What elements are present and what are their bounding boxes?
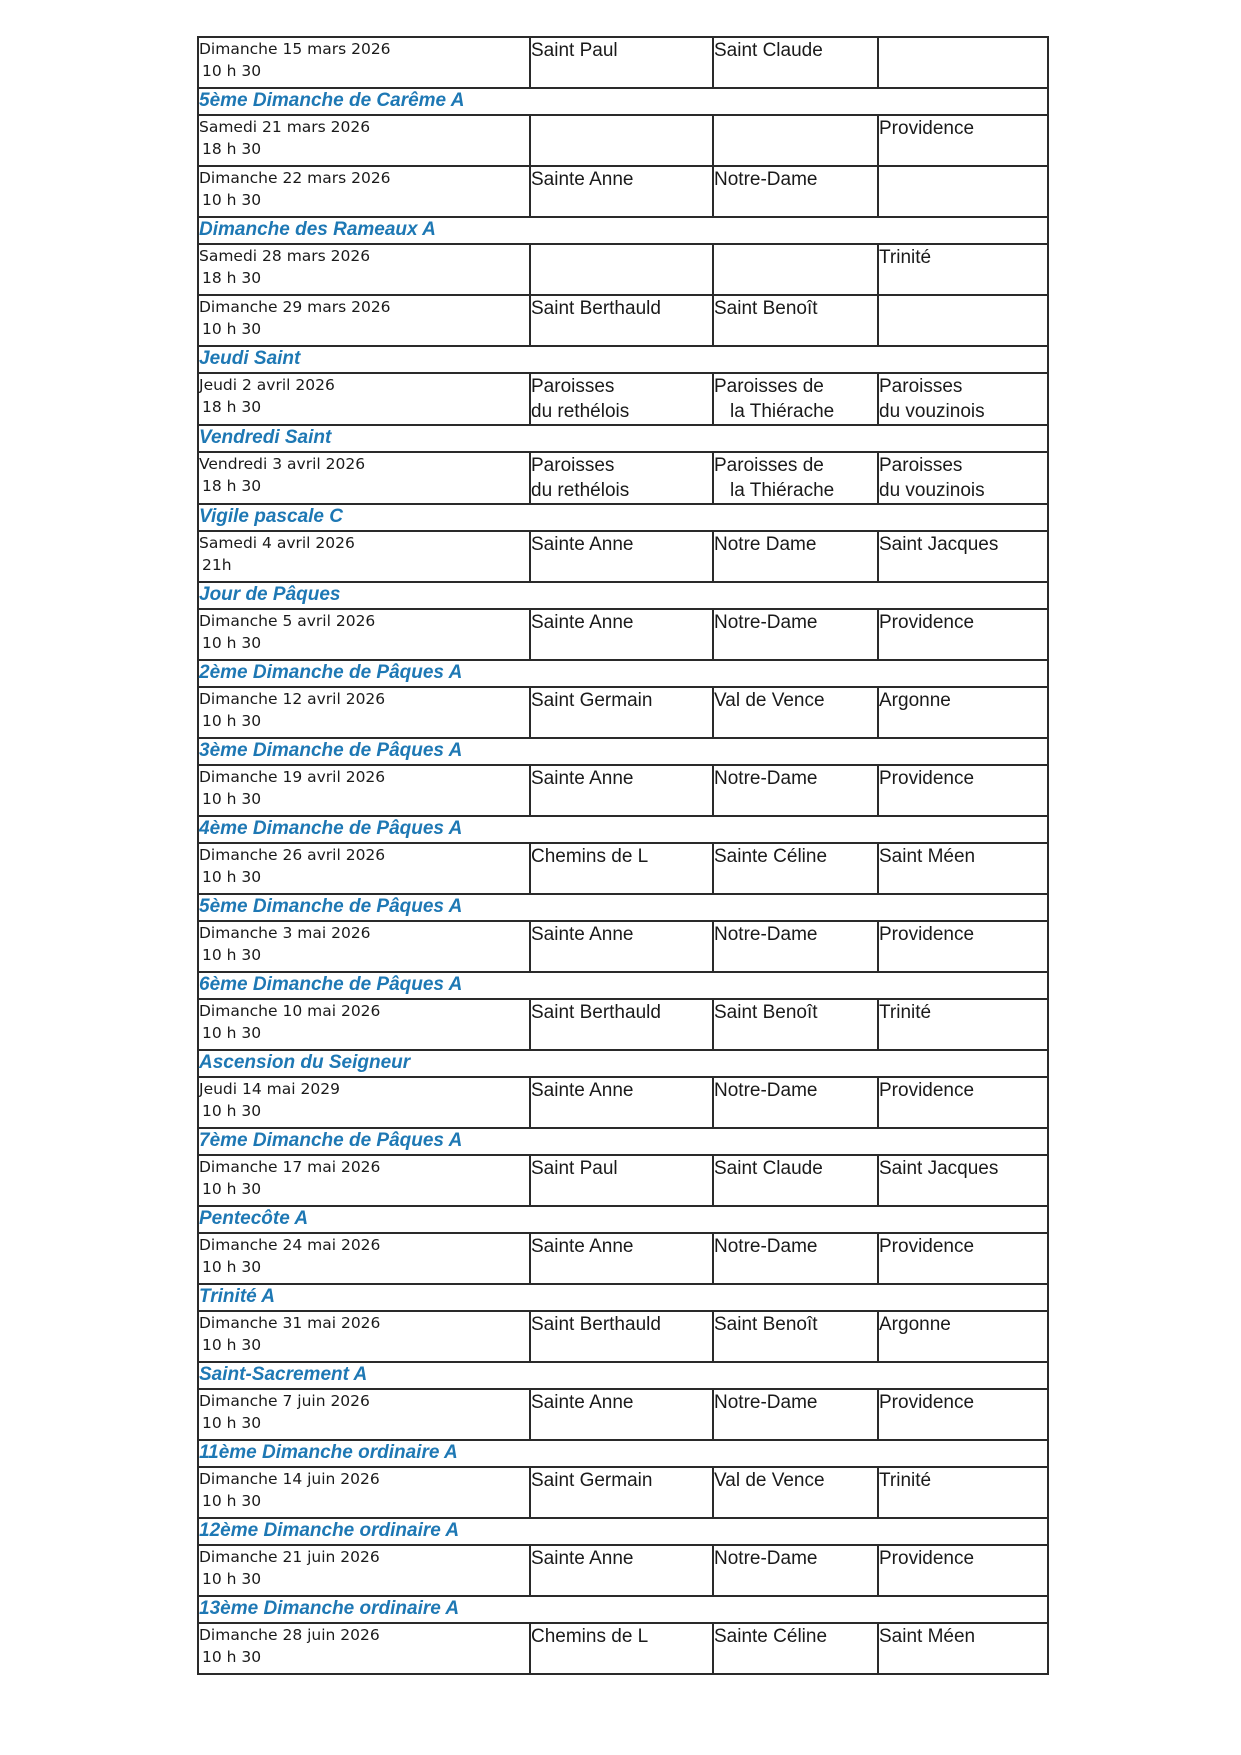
mass-entry-row (198, 1623, 1048, 1674)
date-time-cell (198, 687, 530, 738)
parish-cell-1 (530, 1389, 713, 1440)
date-time-cell (198, 1155, 530, 1206)
mass-date: Jeudi 14 mai 2029 (199, 1080, 340, 1098)
mass-entry-row (198, 1077, 1048, 1128)
celebration-heading-row (198, 1284, 1048, 1311)
parish-cell-2 (713, 244, 878, 295)
mass-entry-row (198, 609, 1048, 660)
date-time-cell (198, 1311, 530, 1362)
parish-name: Providence (879, 612, 975, 633)
celebration-title: Jeudi Saint (198, 346, 1048, 373)
mass-entry-row (198, 1233, 1048, 1284)
mass-time: 10 h 30 (202, 62, 262, 80)
mass-entry-row (198, 1311, 1048, 1362)
mass-date: Samedi 21 mars 2026 (199, 118, 371, 136)
date-time-cell (198, 1389, 530, 1440)
parish-cell-1 (530, 687, 713, 738)
date-time-cell (198, 609, 530, 660)
mass-time: 10 h 30 (202, 1180, 262, 1198)
date-time-cell (198, 452, 530, 504)
celebration-title: Vendredi Saint (198, 425, 1048, 452)
celebration-title: Pentecôte A (198, 1206, 1048, 1233)
parish-cell-2 (713, 921, 878, 972)
mass-time: 18 h 30 (202, 140, 262, 158)
mass-date: Dimanche 14 juin 2026 (199, 1470, 380, 1488)
date-time-cell (198, 295, 530, 346)
parish-cell-3 (878, 295, 1048, 346)
parish-cell-1 (530, 1311, 713, 1362)
parish-cell-2 (713, 1623, 878, 1674)
parish-name: Val de Vence (714, 1470, 825, 1491)
mass-date: Jeudi 2 avril 2026 (199, 376, 335, 394)
mass-date: Dimanche 17 mai 2026 (199, 1158, 381, 1176)
mass-entry-row (198, 115, 1048, 166)
celebration-title: Jour de Pâques (198, 582, 1048, 609)
celebration-title: 7ème Dimanche de Pâques A (198, 1128, 1048, 1155)
parish-cell-3 (878, 1311, 1048, 1362)
parish-name: Saint Berthauld (531, 1314, 661, 1335)
mass-time: 10 h 30 (202, 1024, 262, 1042)
date-time-cell (198, 373, 530, 425)
parish-name: Paroisses (879, 376, 963, 397)
parish-cell-1 (530, 295, 713, 346)
parish-name: Chemins de L (531, 1626, 649, 1647)
parish-cell-3 (878, 1233, 1048, 1284)
celebration-title: 4ème Dimanche de Pâques A (198, 816, 1048, 843)
parish-cell-3 (878, 843, 1048, 894)
parish-name: Val de Vence (714, 690, 825, 711)
parish-cell-3 (878, 166, 1048, 217)
parish-name: Trinité (879, 1470, 932, 1491)
parish-name: Providence (879, 924, 975, 945)
parish-name-line2: du vouzinois (879, 480, 985, 501)
parish-name: Saint Berthauld (531, 298, 661, 319)
mass-time: 18 h 30 (202, 269, 262, 287)
parish-cell-1 (530, 1623, 713, 1674)
mass-entry-row (198, 244, 1048, 295)
parish-name: Sainte Anne (531, 1080, 634, 1101)
mass-entry-row (198, 452, 1048, 504)
parish-cell-1 (530, 609, 713, 660)
mass-entry-row (198, 1545, 1048, 1596)
parish-cell-1 (530, 452, 713, 504)
celebration-title: 3ème Dimanche de Pâques A (198, 738, 1048, 765)
mass-date: Dimanche 12 avril 2026 (199, 690, 386, 708)
parish-name: Notre-Dame (714, 1548, 818, 1569)
celebration-title: 12ème Dimanche ordinaire A (198, 1518, 1048, 1545)
mass-entry-row (198, 166, 1048, 217)
parish-cell-3 (878, 921, 1048, 972)
mass-date: Dimanche 28 juin 2026 (199, 1626, 380, 1644)
parish-cell-2 (713, 1311, 878, 1362)
parish-cell-3 (878, 373, 1048, 425)
parish-cell-2 (713, 765, 878, 816)
parish-name: Saint Méen (879, 846, 976, 867)
parish-cell-2 (713, 452, 878, 504)
mass-entry-row (198, 1467, 1048, 1518)
celebration-title: 13ème Dimanche ordinaire A (198, 1596, 1048, 1623)
mass-date: Dimanche 21 juin 2026 (199, 1548, 380, 1566)
parish-name-line2: du rethélois (531, 480, 630, 501)
parish-name: Sainte Anne (531, 612, 634, 633)
parish-cell-2 (713, 1233, 878, 1284)
parish-name: Notre-Dame (714, 924, 818, 945)
celebration-title: 5ème Dimanche de Pâques A (198, 894, 1048, 921)
parish-name: Providence (879, 1392, 975, 1413)
mass-schedule-table (197, 36, 1049, 1675)
parish-cell-1 (530, 373, 713, 425)
parish-name: Paroisses (879, 455, 963, 476)
parish-name: Saint Berthauld (531, 1002, 661, 1023)
mass-time: 10 h 30 (202, 191, 262, 209)
mass-time: 10 h 30 (202, 1102, 262, 1120)
mass-date: Vendredi 3 avril 2026 (199, 455, 366, 473)
celebration-heading-row (198, 88, 1048, 115)
parish-cell-2 (713, 115, 878, 166)
date-time-cell (198, 37, 530, 88)
parish-cell-3 (878, 1545, 1048, 1596)
parish-name: Saint Benoît (714, 298, 818, 319)
celebration-title: 2ème Dimanche de Pâques A (198, 660, 1048, 687)
parish-cell-1 (530, 1467, 713, 1518)
parish-cell-3 (878, 1155, 1048, 1206)
mass-time: 18 h 30 (202, 477, 262, 495)
parish-name: Saint Germain (531, 1470, 653, 1491)
parish-cell-2 (713, 999, 878, 1050)
parish-name: Paroisses de (714, 376, 824, 397)
celebration-heading-row (198, 1518, 1048, 1545)
mass-date: Dimanche 10 mai 2026 (199, 1002, 381, 1020)
parish-name: Providence (879, 118, 975, 139)
celebration-heading-row (198, 1362, 1048, 1389)
parish-cell-2 (713, 609, 878, 660)
parish-cell-1 (530, 1233, 713, 1284)
parish-name: Notre-Dame (714, 1392, 818, 1413)
date-time-cell (198, 1233, 530, 1284)
parish-name: Argonne (879, 690, 951, 711)
celebration-heading-row (198, 660, 1048, 687)
celebration-heading-row (198, 1128, 1048, 1155)
celebration-heading-row (198, 738, 1048, 765)
date-time-cell (198, 244, 530, 295)
mass-time: 10 h 30 (202, 1336, 262, 1354)
parish-cell-1 (530, 999, 713, 1050)
mass-entry-row (198, 999, 1048, 1050)
parish-name: Notre-Dame (714, 1080, 818, 1101)
mass-entry-row (198, 373, 1048, 425)
parish-name: Sainte Anne (531, 1548, 634, 1569)
celebration-title: Saint-Sacrement A (198, 1362, 1048, 1389)
mass-time: 10 h 30 (202, 868, 262, 886)
mass-date: Dimanche 5 avril 2026 (199, 612, 376, 630)
parish-name: Sainte Anne (531, 534, 634, 555)
parish-name: Sainte Anne (531, 1392, 634, 1413)
parish-cell-3 (878, 1467, 1048, 1518)
parish-name: Saint Claude (714, 40, 823, 61)
parish-name: Providence (879, 1236, 975, 1257)
celebration-heading-row (198, 425, 1048, 452)
date-time-cell (198, 765, 530, 816)
date-time-cell (198, 1623, 530, 1674)
parish-cell-1 (530, 765, 713, 816)
parish-name: Saint Germain (531, 690, 653, 711)
celebration-heading-row (198, 1050, 1048, 1077)
mass-date: Dimanche 22 mars 2026 (199, 169, 391, 187)
mass-date: Dimanche 7 juin 2026 (199, 1392, 370, 1410)
mass-time: 10 h 30 (202, 712, 262, 730)
parish-name: Chemins de L (531, 846, 649, 867)
parish-name: Providence (879, 1080, 975, 1101)
mass-time: 10 h 30 (202, 320, 262, 338)
mass-date: Dimanche 24 mai 2026 (199, 1236, 381, 1254)
mass-date: Dimanche 29 mars 2026 (199, 298, 391, 316)
mass-time: 18 h 30 (202, 398, 262, 416)
parish-name: Saint Paul (531, 40, 618, 61)
celebration-heading-row (198, 217, 1048, 244)
mass-entry-row (198, 1155, 1048, 1206)
mass-date: Dimanche 26 avril 2026 (199, 846, 386, 864)
parish-cell-2 (713, 531, 878, 582)
parish-name: Sainte Céline (714, 1626, 828, 1647)
mass-date: Dimanche 31 mai 2026 (199, 1314, 381, 1332)
celebration-title: Vigile pascale C (198, 504, 1048, 531)
mass-time: 10 h 30 (202, 1492, 262, 1510)
parish-name: Trinité (879, 1002, 932, 1023)
date-time-cell (198, 999, 530, 1050)
parish-cell-1 (530, 166, 713, 217)
mass-time: 10 h 30 (202, 1414, 262, 1432)
parish-name: Saint Jacques (879, 1158, 999, 1179)
parish-cell-2 (713, 843, 878, 894)
mass-time: 10 h 30 (202, 790, 262, 808)
parish-name: Sainte Anne (531, 924, 634, 945)
parish-cell-3 (878, 244, 1048, 295)
parish-cell-1 (530, 843, 713, 894)
parish-cell-1 (530, 1155, 713, 1206)
parish-name-line2: du vouzinois (879, 401, 985, 422)
mass-time: 10 h 30 (202, 1258, 262, 1276)
parish-name: Saint Benoît (714, 1314, 818, 1335)
parish-cell-2 (713, 687, 878, 738)
parish-cell-1 (530, 1545, 713, 1596)
parish-name: Notre-Dame (714, 169, 818, 190)
celebration-heading-row (198, 1596, 1048, 1623)
parish-name: Notre Dame (714, 534, 817, 555)
mass-entry-row (198, 687, 1048, 738)
parish-cell-3 (878, 1623, 1048, 1674)
mass-time: 10 h 30 (202, 1570, 262, 1588)
parish-name: Notre-Dame (714, 1236, 818, 1257)
mass-time: 10 h 30 (202, 634, 262, 652)
parish-cell-1 (530, 244, 713, 295)
parish-name: Paroisses (531, 376, 615, 397)
mass-entry-row (198, 921, 1048, 972)
mass-entry-row (198, 765, 1048, 816)
parish-name: Argonne (879, 1314, 951, 1335)
parish-cell-2 (713, 295, 878, 346)
parish-cell-2 (713, 166, 878, 217)
mass-entry-row (198, 531, 1048, 582)
parish-name: Providence (879, 768, 975, 789)
parish-name: Saint Benoît (714, 1002, 818, 1023)
parish-name: Notre-Dame (714, 768, 818, 789)
parish-name: Saint Claude (714, 1158, 823, 1179)
celebration-heading-row (198, 816, 1048, 843)
celebration-heading-row (198, 1440, 1048, 1467)
celebration-title: 11ème Dimanche ordinaire A (198, 1440, 1048, 1467)
parish-cell-1 (530, 531, 713, 582)
parish-name: Sainte Anne (531, 169, 634, 190)
parish-cell-1 (530, 37, 713, 88)
parish-name: Providence (879, 1548, 975, 1569)
parish-cell-3 (878, 1389, 1048, 1440)
parish-name: Sainte Anne (531, 768, 634, 789)
parish-name: Saint Jacques (879, 534, 999, 555)
mass-time: 21h (202, 556, 232, 574)
mass-date: Samedi 28 mars 2026 (199, 247, 371, 265)
mass-entry-row (198, 37, 1048, 88)
mass-entry-row (198, 843, 1048, 894)
parish-cell-3 (878, 765, 1048, 816)
celebration-title: Dimanche des Rameaux A (198, 217, 1048, 244)
parish-cell-1 (530, 1077, 713, 1128)
celebration-heading-row (198, 972, 1048, 999)
celebration-heading-row (198, 504, 1048, 531)
celebration-heading-row (198, 346, 1048, 373)
date-time-cell (198, 921, 530, 972)
parish-name: Sainte Anne (531, 1236, 634, 1257)
parish-name: Saint Paul (531, 1158, 618, 1179)
celebration-heading-row (198, 894, 1048, 921)
date-time-cell (198, 166, 530, 217)
parish-name: Paroisses (531, 455, 615, 476)
parish-cell-3 (878, 452, 1048, 504)
mass-entry-row (198, 295, 1048, 346)
date-time-cell (198, 115, 530, 166)
mass-date: Dimanche 3 mai 2026 (199, 924, 371, 942)
parish-cell-3 (878, 687, 1048, 738)
date-time-cell (198, 1545, 530, 1596)
schedule-body (198, 37, 1048, 1674)
celebration-heading-row (198, 582, 1048, 609)
date-time-cell (198, 1467, 530, 1518)
parish-cell-3 (878, 1077, 1048, 1128)
parish-cell-3 (878, 531, 1048, 582)
celebration-title: 6ème Dimanche de Pâques A (198, 972, 1048, 999)
parish-cell-3 (878, 115, 1048, 166)
celebration-title: Ascension du Seigneur (198, 1050, 1048, 1077)
parish-cell-2 (713, 1077, 878, 1128)
parish-name-line2: la Thiérache (730, 401, 835, 422)
mass-date: Dimanche 15 mars 2026 (199, 40, 391, 58)
parish-cell-1 (530, 115, 713, 166)
mass-entry-row (198, 1389, 1048, 1440)
mass-time: 10 h 30 (202, 1648, 262, 1666)
parish-name: Saint Méen (879, 1626, 976, 1647)
celebration-heading-row (198, 1206, 1048, 1233)
parish-cell-3 (878, 37, 1048, 88)
parish-cell-2 (713, 1467, 878, 1518)
mass-date: Dimanche 19 avril 2026 (199, 768, 386, 786)
date-time-cell (198, 1077, 530, 1128)
parish-cell-1 (530, 921, 713, 972)
parish-cell-3 (878, 609, 1048, 660)
parish-name: Paroisses de (714, 455, 824, 476)
parish-cell-2 (713, 1155, 878, 1206)
parish-cell-3 (878, 999, 1048, 1050)
parish-name: Notre-Dame (714, 612, 818, 633)
parish-cell-2 (713, 1545, 878, 1596)
parish-cell-2 (713, 37, 878, 88)
celebration-title: 5ème Dimanche de Carême A (198, 88, 1048, 115)
parish-cell-2 (713, 373, 878, 425)
celebration-title: Trinité A (198, 1284, 1048, 1311)
date-time-cell (198, 843, 530, 894)
mass-date: Samedi 4 avril 2026 (199, 534, 355, 552)
parish-name-line2: du rethélois (531, 401, 630, 422)
parish-name: Trinité (879, 247, 932, 268)
mass-time: 10 h 30 (202, 946, 262, 964)
date-time-cell (198, 531, 530, 582)
parish-cell-2 (713, 1389, 878, 1440)
parish-name-line2: la Thiérache (730, 480, 835, 501)
parish-name: Sainte Céline (714, 846, 828, 867)
